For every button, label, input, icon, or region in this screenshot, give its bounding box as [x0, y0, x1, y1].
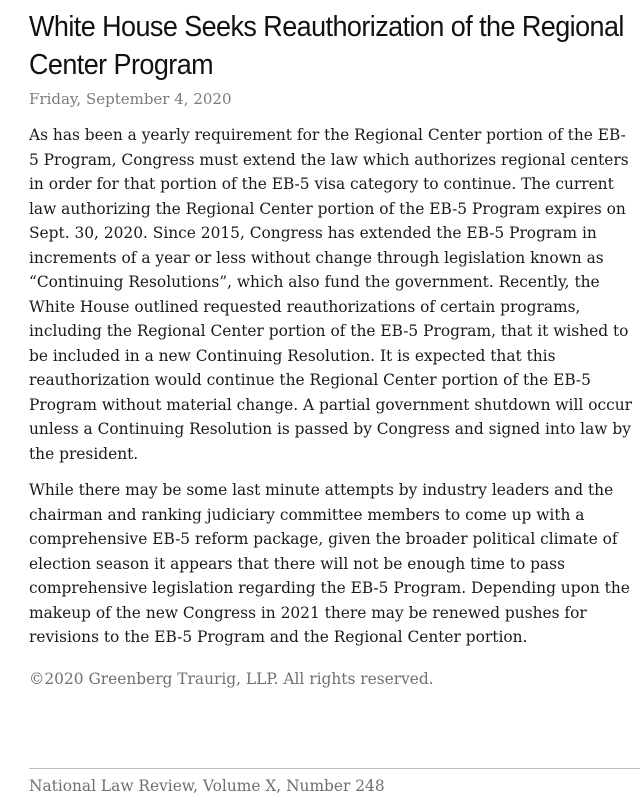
publication-citation: National Law Review, Volume X, Number 248: [29, 777, 385, 795]
article-title: White House Seeks Reauthorization of the Regional Center Program: [29, 11, 624, 81]
divider: [29, 768, 640, 769]
article-paragraph: As has been a yearly requirement for the Regional Center portion of the EB-5 Program, Congress must extend the law which authorizes regional centers in order for that portion of the EB-5 visa category to continue. The current law authorizing the Regional Center portion of the EB-5 Program expires on Sept. 30, 2020. Since 2015, Congress has extended the EB-5 Program in increments of a year or less without change through legislation known as “Continuing Resolutions”, which also fund the government. Recently, the White House outlined requested reauthorizations of certain programs, including the Regional Center portion of the EB-5 Program, that it wished to be included in a new Continuing Resolution. It is expected that this reauthorization would continue the Regional Center portion of the EB-5 Program without material change. A partial government shutdown will occur unless a Continuing Resolution is passed by Congress and signed into law by the president.: [29, 126, 632, 463]
copyright-notice: ©2020 Greenberg Traurig, LLP. All rights reserved.: [29, 669, 434, 688]
article-date: Friday, September 4, 2020: [29, 90, 232, 108]
article: [29, 0, 632, 690]
article-body: [29, 123, 632, 650]
article-paragraph: While there may be some last minute attempts by industry leaders and the chairman and ranking judiciary committee members to come up with a comprehensive EB-5 reform package, given the broader political climate of election season it appears that there will not be enough time to pass comprehensive legislation regarding the EB-5 Program. Depending upon the makeup of the new Congress in 2021 there may be renewed pushes for revisions to the EB-5 Program and the Regional Center portion.: [29, 481, 630, 646]
